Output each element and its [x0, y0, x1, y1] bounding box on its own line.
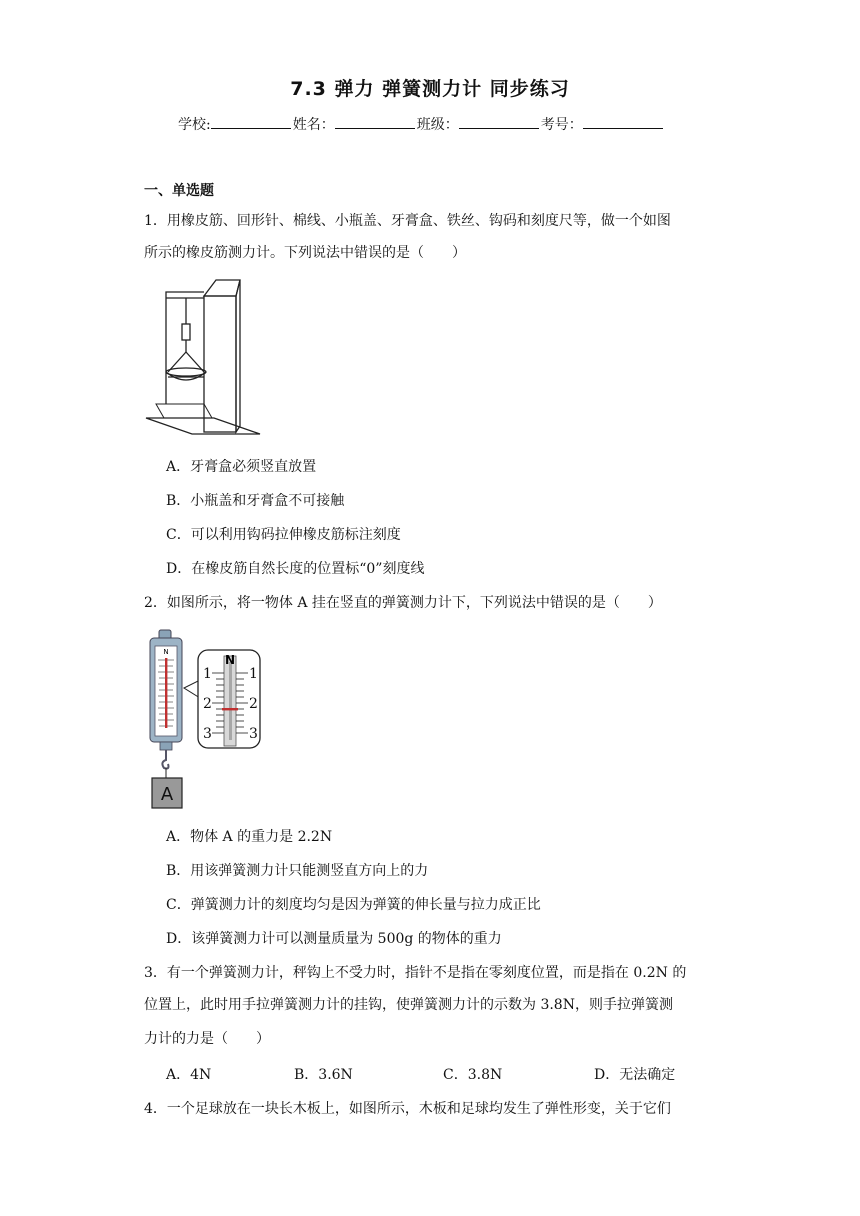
scale-left-3: 3 [203, 726, 212, 742]
q3-option-a[interactable]: A．4N [166, 1067, 212, 1083]
scale-left-2: 2 [203, 696, 212, 712]
q2-option-c[interactable]: C．弹簧测力计的刻度均匀是因为弹簧的伸长量与拉力成正比 [166, 897, 541, 913]
scale-unit: N [224, 653, 236, 667]
scale-unit-small: N [163, 648, 169, 656]
q3-option-c[interactable]: C．3.8N [443, 1067, 503, 1083]
class-label: 班级： [416, 117, 459, 133]
name-blank[interactable] [335, 114, 415, 129]
student-info-line [178, 114, 665, 134]
school-blank[interactable] [211, 114, 291, 129]
q1-option-d[interactable]: D．在橡皮筋自然长度的位置标“0”刻度线 [166, 561, 425, 577]
q1-option-b[interactable]: B．小瓶盖和牙膏盒不可接触 [166, 493, 345, 509]
name-label: 姓名： [292, 117, 335, 133]
q1-stem-line1: 1．用橡皮筋、回形针、棉线、小瓶盖、牙膏盒、铁丝、钩码和刻度尺等，做一个如图 [144, 213, 671, 229]
q3-stem-line3: 力计的力是（ ） [144, 1031, 270, 1047]
q3-stem-line2: 位置上，此时用手拉弹簧测力计的挂钩，使弹簧测力计的示数为 3.8N，则手拉弹簧测 [144, 997, 673, 1013]
q4-stem-line1: 4．一个足球放在一块长木板上，如图所示，木板和足球均发生了弹性形变，关于它们 [144, 1101, 671, 1117]
scale-right-3: 3 [249, 726, 258, 742]
q2-option-b[interactable]: B．用该弹簧测力计只能测竖直方向上的力 [166, 863, 429, 879]
spring-scale-figure [146, 628, 268, 812]
q3-stem-line1: 3．有一个弹簧测力计，秤钩上不受力时，指针不是指在零刻度位置，而是指在 0.2N 的 [144, 965, 687, 981]
q2-option-d[interactable]: D．该弹簧测力计可以测量质量为 500g 的物体的重力 [166, 931, 502, 947]
page-title: 7.3 弹力 弹簧测力计 同步练习 [290, 78, 570, 100]
q1-stem-line2: 所示的橡皮筋测力计。下列说法中错误的是（ ） [144, 245, 466, 261]
school-label: 学校: [178, 117, 211, 133]
q2-option-a[interactable]: A．物体 A 的重力是 2.2N [166, 829, 333, 845]
scale-right-1: 1 [249, 666, 258, 682]
q3-option-d[interactable]: D．无法确定 [594, 1067, 676, 1083]
block-a-label: A [160, 784, 174, 805]
rubber-band-meter-figure [144, 276, 264, 446]
q1-option-c[interactable]: C．可以利用钩码拉伸橡皮筋标注刻度 [166, 527, 401, 543]
scale-left-1: 1 [203, 666, 212, 682]
section-title: 一、单选题 [144, 183, 214, 199]
q2-stem-line1: 2．如图所示，将一物体 A 挂在竖直的弹簧测力计下，下列说法中错误的是（ ） [144, 595, 662, 611]
scale-pointer [222, 708, 238, 710]
exam-no-blank[interactable] [583, 114, 663, 129]
q1-option-a[interactable]: A．牙膏盒必须竖直放置 [166, 459, 317, 475]
class-blank[interactable] [459, 114, 539, 129]
q3-option-b[interactable]: B．3.6N [294, 1067, 353, 1083]
scale-right-2: 2 [249, 696, 258, 712]
exam-no-label: 考号： [540, 117, 583, 133]
